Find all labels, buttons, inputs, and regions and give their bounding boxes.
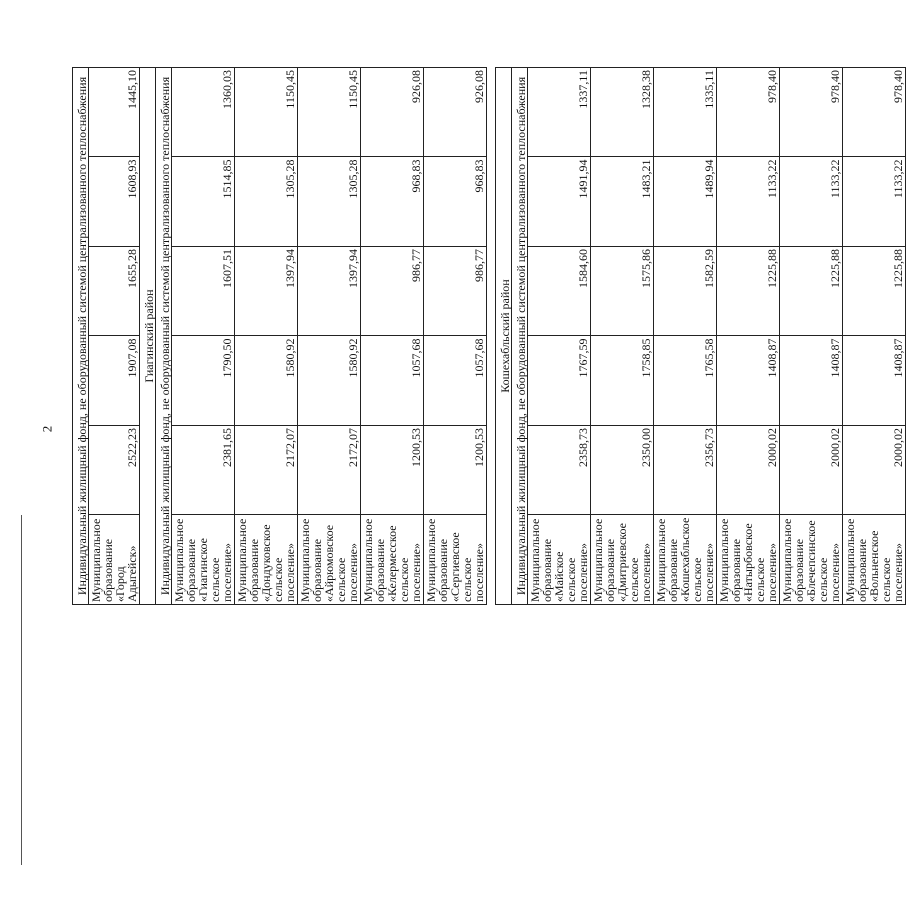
page-number: 2 <box>39 425 55 433</box>
value-cell: 1483,21 <box>591 157 654 247</box>
row-label <box>172 515 235 605</box>
value-cell: 2000,02 <box>843 426 906 516</box>
value-cell: 1057,68 <box>361 336 424 426</box>
giaginsky-rows <box>172 68 487 605</box>
value-cell: 978,40 <box>780 68 843 158</box>
value-cell: 1057,68 <box>424 336 487 426</box>
row-label <box>298 515 361 605</box>
district-title-koshekhablsky: Кошехабльский район <box>496 68 512 605</box>
row-label-line1: Муниципальное образование <box>843 518 869 602</box>
value-cell: 1397,94 <box>235 247 298 337</box>
value-cell: 2522,23 <box>89 426 140 516</box>
value-cell: 1580,92 <box>298 336 361 426</box>
row-label-line2: «Натырбовское сельское поселение» <box>741 523 779 602</box>
tariff-table <box>72 67 906 605</box>
row-label-line2: «Келермесское сельское поселение» <box>385 525 423 602</box>
value-cell: 1765,58 <box>654 336 717 426</box>
value-cell: 1150,45 <box>235 68 298 158</box>
table-spacer-row <box>487 68 496 605</box>
value-cell: 926,08 <box>361 68 424 158</box>
table-row <box>843 68 906 605</box>
value-cell: 978,40 <box>717 68 780 158</box>
row-label-line1: Муниципальное образование <box>298 518 324 602</box>
value-cell: 1582,59 <box>654 247 717 337</box>
value-cell: 986,77 <box>424 247 487 337</box>
row-label: Муниципальное образование «Город Адыгейск» <box>89 515 140 605</box>
row-label-line1: Муниципальное образование <box>591 518 617 602</box>
section-header: Индивидуальный жилищный фонд, не оборудованный системой централизованного теплоснабжения <box>512 68 528 605</box>
value-cell: 2356,73 <box>654 426 717 516</box>
value-cell: 1790,50 <box>172 336 235 426</box>
row-label <box>591 515 654 605</box>
value-cell: 1767,59 <box>528 336 591 426</box>
value-cell: 1575,86 <box>591 247 654 337</box>
value-cell: 2381,65 <box>172 426 235 516</box>
value-cell: 986,77 <box>361 247 424 337</box>
value-cell: 1445,10 <box>89 68 140 158</box>
value-cell: 1584,60 <box>528 247 591 337</box>
table-row <box>780 68 843 605</box>
row-label <box>235 515 298 605</box>
row-label-line2: «Дмитриевское сельское поселение» <box>615 523 653 602</box>
row-label-line2: «Гиагинское сельское поселение» <box>196 537 234 602</box>
district-title-row <box>496 68 512 605</box>
table-row-adygeisk <box>89 68 140 605</box>
value-cell: 1907,08 <box>89 336 140 426</box>
value-cell: 2350,00 <box>591 426 654 516</box>
row-label-line1: Муниципальное образование <box>654 518 680 602</box>
binding-margin-line <box>21 515 22 865</box>
value-cell: 1328,38 <box>591 68 654 158</box>
rotated-table-container <box>72 67 905 605</box>
table-row <box>361 68 424 605</box>
value-cell: 1200,53 <box>424 426 487 516</box>
row-label-line2: «Кошехабльское сельское поселение» <box>678 517 716 602</box>
table-row <box>235 68 298 605</box>
table-row <box>424 68 487 605</box>
value-cell: 1360,03 <box>172 68 235 158</box>
row-label-line2: «Дондуковское сельское поселение» <box>259 524 297 602</box>
row-label-line1: Муниципальное образование <box>717 518 743 602</box>
table-row <box>528 68 591 605</box>
table-row <box>172 68 235 605</box>
row-label-line2: «Майское сельское поселение» <box>552 542 590 602</box>
value-cell: 2358,73 <box>528 426 591 516</box>
row-label-line1: Муниципальное образование <box>235 518 261 602</box>
value-cell: 1305,28 <box>298 157 361 247</box>
value-cell: 1408,87 <box>717 336 780 426</box>
row-label-line1: Муниципальное образование <box>780 518 806 602</box>
value-cell: 1133,22 <box>843 157 906 247</box>
row-label <box>654 515 717 605</box>
row-label <box>843 515 906 605</box>
value-cell: 1225,88 <box>780 247 843 337</box>
value-cell: 2172,07 <box>298 426 361 516</box>
value-cell: 1608,93 <box>89 157 140 247</box>
row-label-line2: «Блечепсинское сельское поселение» <box>804 520 842 602</box>
row-label <box>424 515 487 605</box>
section-header-row <box>156 68 172 605</box>
value-cell: 1408,87 <box>780 336 843 426</box>
section-header-row <box>512 68 528 605</box>
value-cell: 2000,02 <box>717 426 780 516</box>
row-label <box>780 515 843 605</box>
table-row <box>298 68 361 605</box>
district-title-row <box>140 68 156 605</box>
table-row <box>591 68 654 605</box>
table-row <box>654 68 717 605</box>
row-label-line2: «Айрюмовское сельское поселение» <box>322 524 360 602</box>
value-cell: 1200,53 <box>361 426 424 516</box>
value-cell: 1607,51 <box>172 247 235 337</box>
row-label <box>717 515 780 605</box>
section-header-row <box>73 68 89 605</box>
district-title-giaginsky: Гиагинский район <box>140 68 156 605</box>
value-cell: 1133,22 <box>780 157 843 247</box>
row-label-line1: Муниципальное образование <box>361 518 387 602</box>
value-cell: 1305,28 <box>235 157 298 247</box>
section-header: Индивидуальный жилищный фонд, не оборудованный системой централизованного теплоснабжения <box>73 68 89 605</box>
value-cell: 1408,87 <box>843 336 906 426</box>
value-cell: 968,83 <box>361 157 424 247</box>
value-cell: 978,40 <box>843 68 906 158</box>
row-label-line2: «Вольненское сельское поселение» <box>867 530 905 602</box>
value-cell: 1491,94 <box>528 157 591 247</box>
row-label-line2: «Сергиевское сельское поселение» <box>448 532 486 602</box>
value-cell: 926,08 <box>424 68 487 158</box>
table-row <box>717 68 780 605</box>
value-cell: 968,83 <box>424 157 487 247</box>
value-cell: 1489,94 <box>654 157 717 247</box>
value-cell: 1397,94 <box>298 247 361 337</box>
value-cell: 1225,88 <box>717 247 780 337</box>
value-cell: 1335,11 <box>654 68 717 158</box>
value-cell: 1150,45 <box>298 68 361 158</box>
value-cell: 1337,11 <box>528 68 591 158</box>
koshekhablsky-rows <box>528 68 906 605</box>
value-cell: 1133,22 <box>717 157 780 247</box>
section-header: Индивидуальный жилищный фонд, не оборудованный системой централизованного теплоснабжения <box>156 68 172 605</box>
value-cell: 1655,28 <box>89 247 140 337</box>
row-label <box>361 515 424 605</box>
row-label-line1: Муниципальное образование <box>424 518 450 602</box>
row-label <box>528 515 591 605</box>
value-cell: 1758,85 <box>591 336 654 426</box>
value-cell: 2000,02 <box>780 426 843 516</box>
value-cell: 1514,85 <box>172 157 235 247</box>
row-label-line1: Муниципальное образование <box>528 518 554 602</box>
value-cell: 1580,92 <box>235 336 298 426</box>
value-cell: 2172,07 <box>235 426 298 516</box>
value-cell: 1225,88 <box>843 247 906 337</box>
row-label-line1: Муниципальное образование <box>172 518 198 602</box>
